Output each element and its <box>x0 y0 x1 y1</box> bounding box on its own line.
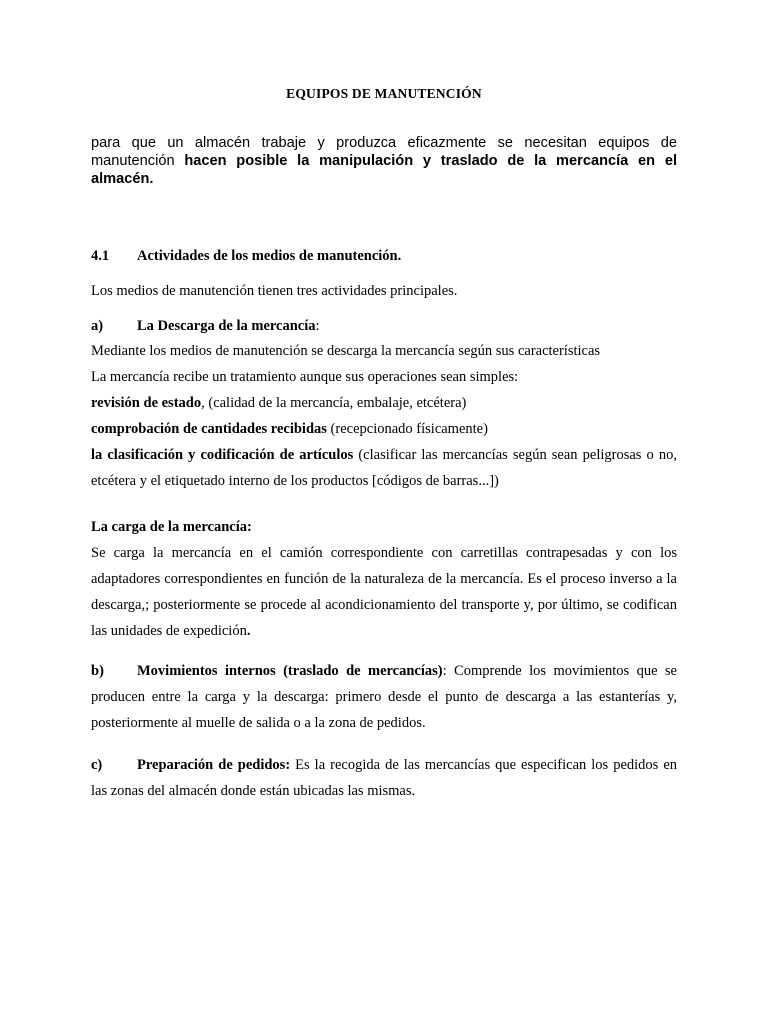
section-heading-4-1 <box>91 243 677 269</box>
item-b-text: : Comprende los movimientos que se producen entre la carga y la descarga: primero desde el punto de descarga a las estanterías y, posteriormente al muelle de salida o a la zona de pedidos. <box>91 663 677 731</box>
carga-end: . <box>246 623 251 639</box>
carga-heading: La carga de la mercancía: <box>91 519 252 535</box>
item-a-colon: : <box>315 318 320 334</box>
item-a-title: La Descarga de la mercancía <box>137 318 316 334</box>
clasificacion-text: (clasificar las mercancías según sean peligrosas o no, etcétera y el etiquetado interno de los productos [códigos de barras...]) <box>91 447 677 489</box>
carga-text: Se carga la mercancía en el camión correspondiente con carretillas contrapesadas y con los adaptadores correspondientes en función de la naturaleza de la mercancía. Es el proceso inverso a la descarga,; posteriormente se procede al acondicionamiento del transporte y, por último, se codifican las unidades de expedición <box>91 545 677 639</box>
item-c-text: Es la recogida de las mercancías que especifican los pedidos en las zonas del almacén donde están ubicadas las mismas. <box>91 757 677 799</box>
item-a-line-1: Mediante los medios de manutención se descarga la mercancía según sus características <box>91 343 601 359</box>
item-c-letter: c) <box>91 757 103 773</box>
item-a-clasificacion <box>91 442 677 494</box>
document-title: EQUIPOS DE MANUTENCIÓN <box>286 86 482 101</box>
section-lead: Los medios de manutención tienen tres actividades principales. <box>91 283 458 299</box>
carga-paragraph <box>91 540 677 644</box>
section-number: 4.1 <box>91 248 110 264</box>
item-a-comprobacion <box>91 416 677 442</box>
item-a-letter: a) <box>91 318 104 334</box>
comprobacion-bold: comprobación de cantidades recibidas <box>91 421 327 437</box>
item-b-paragraph <box>91 658 677 736</box>
item-a-body <box>91 338 677 494</box>
item-c-paragraph <box>91 752 677 804</box>
item-a-line-2: La mercancía recibe un tratamiento aunque sus operaciones sean simples: <box>91 369 519 385</box>
item-b-letter: b) <box>91 663 104 679</box>
comprobacion-text: (recepcionado físicamente) <box>326 421 488 437</box>
section-title: Actividades de los medios de manutención. <box>137 248 402 264</box>
revision-text: , (calidad de la mercancía, embalaje, etcétera) <box>201 395 467 411</box>
item-a-heading <box>91 313 677 339</box>
clasificacion-bold: la clasificación y codificación de artículos <box>91 447 354 463</box>
revision-bold: revisión de estado <box>91 395 202 411</box>
intro-bold-text: hacen posible la manipulación y traslado de la mercancía en el almacén. <box>91 153 677 187</box>
intro-paragraph <box>91 134 677 188</box>
intro-text: para que un almacén trabaje y produzca eficazmente se necesitan equipos de manutención <box>91 135 677 169</box>
item-c-title: Preparación de pedidos: <box>137 757 291 773</box>
item-b-title: Movimientos internos (traslado de mercancías) <box>137 663 443 679</box>
item-a-revision <box>91 390 677 416</box>
